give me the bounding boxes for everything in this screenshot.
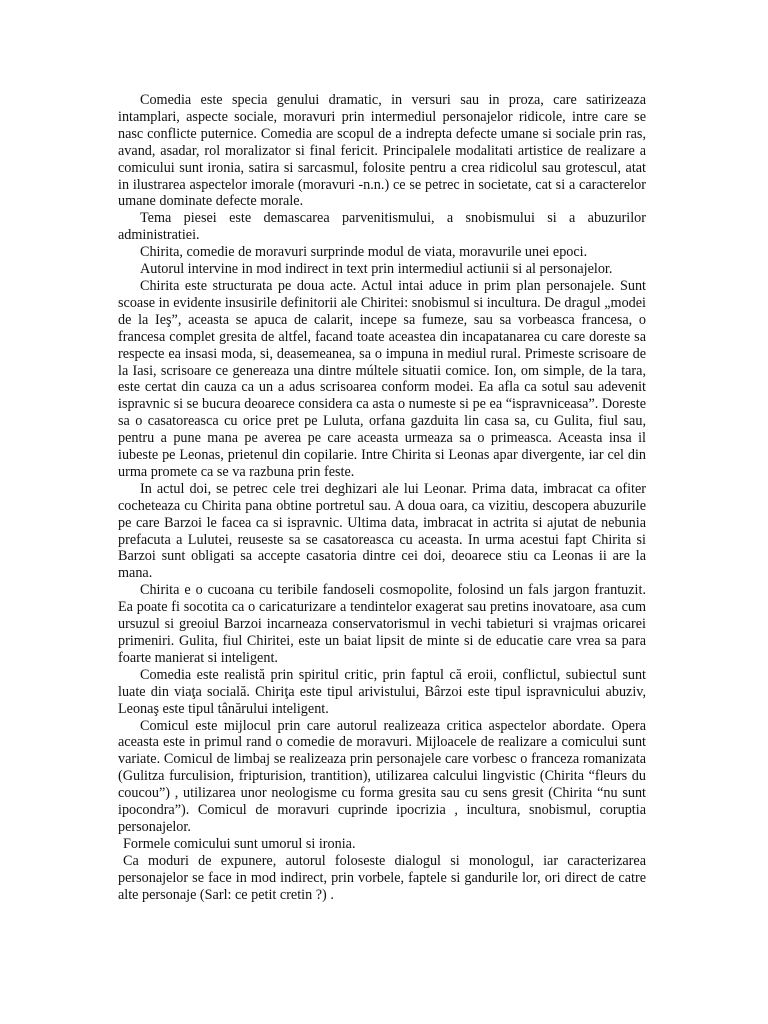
paragraph-exposition: Ca moduri de expunere, autorul foloseste dialogul si monologul, iar caracterizarea personajelor se face in mod indirect, prin vorbele, faptele si gandurile lor, ori direct de catre alte personaje (Sarl: ce petit cretin ?) . [118, 852, 646, 903]
paragraph-author-intervention: Autorul intervine in mod indirect in text prin intermediul actiunii si al personajelor. [140, 261, 613, 278]
paragraph-theme: Tema piesei este demascarea parvenitismului, a snobismului si a abuzurilor administratiei. [118, 210, 646, 244]
document-page [118, 92, 646, 904]
paragraph-comedy-of-manners: Chirita, comedie de moravuri surprinde modul de viata, moravurile unei epoci. [140, 244, 588, 261]
paragraph-characters: Chirita e o cucoana cu teribile fandoseli cosmopolite, folosind un fals jargon frantuzit. Ea poate fi socotita ca o caricaturizare a tendintelor exagerat sau pretins inovatoare, asa cum ursuzul si greoiul Barzoi incarneaza conservatorismul in vechi tabieturi si vrajmas oricarei primeniri. Gulita, fiul Chiritei, este un baiat lipsit de minte si de educatie care vrea sa para foarte manierat si inteligent. [118, 582, 646, 666]
paragraph-act-two: In actul doi, se petrec cele trei deghizari ale lui Leonar. Prima data, imbracat ca ofiter cocheteaza cu Chirita pana obtine portretul sau. A doua oara, ca vizitiu, descopera abuzurile pe care Barzoi le facea ca si ispravnic. Ultima data, imbracat in actrita si ajutat de nebunia prefacuta a Lulutei, reuseste sa se casatoreasca cu aceasta. In urma acestui fapt Chirita si Barzoi sunt obligati sa accepte casatoria dintre cei doi, deoarece stiu ca Leonas ii are la mana. [118, 480, 646, 582]
paragraph-comic-means: Comicul este mijlocul prin care autorul realizeaza critica aspectelor abordate. Opera aceasta este in primul rand o comedie de moravuri. Mijloacele de realizare a comicului sunt variate. Comicul de limbaj se realizeaza prin personajele care vorbesc o franceza romanizata (Gulitza furculision, fripturision, trantition), utilizarea calcului lingvistic (Chirita “fleurs du coucou”) , utilizarea unor neologisme cu forma gresita sau cu sens gresit (Chirita “nu sunt ipocondra”). Comicul de moravuri cuprinde ipocrizia , incultura, snobismul, coruptia personajelor. [118, 717, 646, 835]
paragraph-definition: Comedia este specia genului dramatic, in versuri sau in proza, care satirizeaza intamplari, aspecte sociale, moravuri prin intermediul personajelor ridicole, intre care se nasc conflicte puternice. Comedia are scopul de a indrepta defecte umane si sociale prin ras, avand, asadar, rol moralizator si final fericit. Principalele modalitati artistice de realizare a comicului sunt ironia, satira si sarcasmul, folosite pentru a crea ridicolul sau grotescul, atat in ilustrarea aspectelor imorale (moravuri -n.n.) ce se petrec in societate, cat si a caracterelor umane dominate defecte morale. [118, 92, 646, 210]
paragraph-act-one: Chirita este structurata pe doua acte. Actul intai aduce in prim plan personajele. Sunt scoase in evidente insusirile definitorii ale Chiritei: snobismul si incultura. De dragul „modei de la Ieş”, aceasta se apuca de calarit, incepe sa fumeze, sau sa vorbeasca francesa, o francesa complet gresita de altfel, facand toate aceastea din incapatanarea cu care doreste sa respecte ea insasi moda, si, deasemeanea, sa o impuna in mediul rural. Primeste scrisoare de la Iasi, scrisoare ce genereaza una dintre múltele situatii comice. Ion, om simple, de la tara, este certat din cauza ca un a adus scrisoarea conform modei. Ea afla ca sotul sau adevenit ispravnic si se bucura deoarece considera ca asta o numeste si pe ea “ispravniceasa”. Doreste sa o casatoreasca cu orice pret pe Luluta, orfana gazduita lin casa sa, cu Gulita, fiul sau, pentru a pune mana pe averea pe care aceasta urmeaza sa o primeasca. Aceasta insa il iubeste pe Leonas, prietenul din copilarie. Intre Chirita si Leonas apar divergente, iar cel din urma promete ca se va razbuna prin feste. [118, 277, 646, 480]
paragraph-realism: Comedia este realistă prin spiritul critic, prin faptul că eroii, conflictul, subiectul sunt luate din viaţa socială. Chiriţa este tipul arivistului, Bârzoi este tipul ispravnicului abuziv, Leonaş este tipul tânărului inteligent. [118, 666, 646, 717]
paragraph-comic-forms: Formele comicului sunt umorul si ironia. [123, 835, 356, 852]
